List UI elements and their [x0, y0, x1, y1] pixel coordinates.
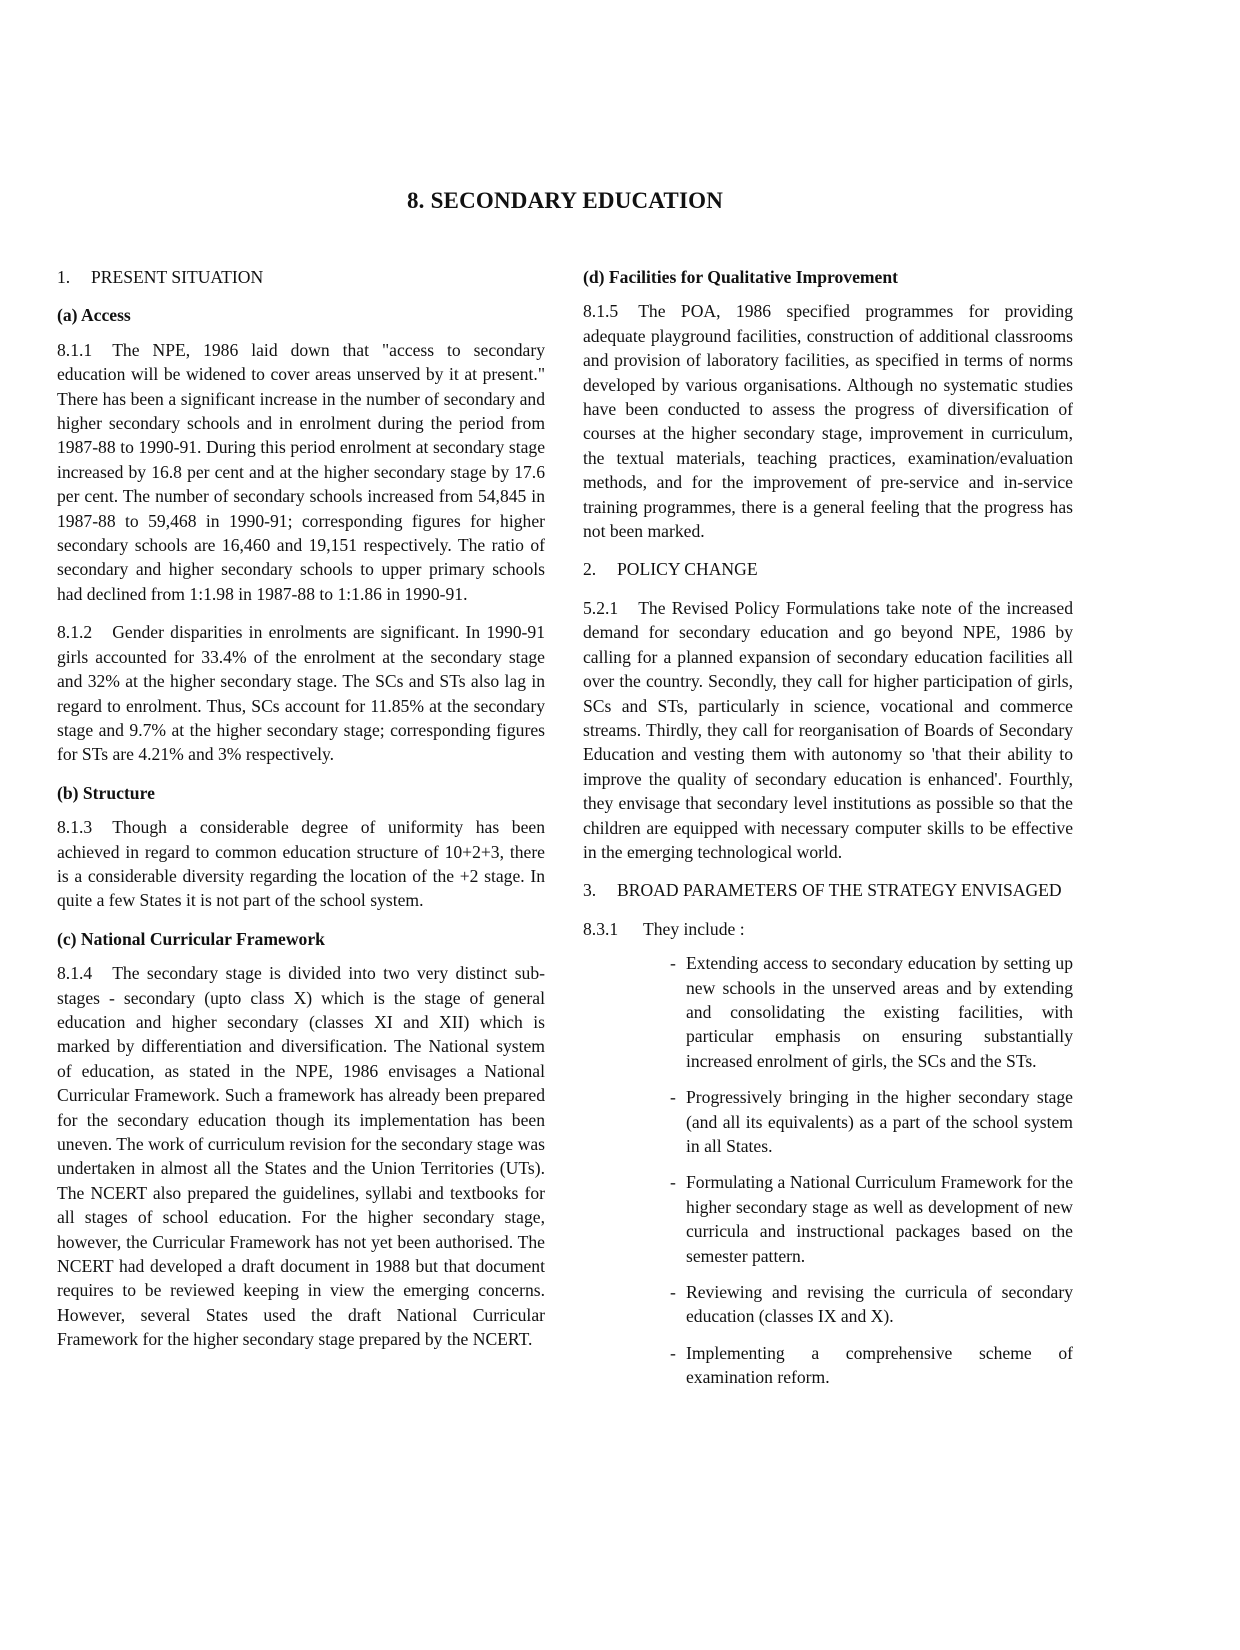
- subheading-access: (a) Access: [57, 305, 131, 326]
- list-item: - Formulating a National Curriculum Framework for the higher secondary stage as well as development of new curricula and instructional packages based on the semester pattern.: [670, 1170, 1073, 1268]
- paragraph-text: Gender disparities in enrolments are significant. In 1990-91 girls accounted for 33.4% of the enrolment at the secondary stage and 32% at the higher secondary stage. The SCs and STs also lag in regard to enrolment. Thus, SCs account for 11.85% at the secondary stage and 9.7% at the higher secondary stage; corresponding figures for STs are 4.21% and 3% respectively.: [57, 622, 545, 765]
- paragraph-8-1-2: [57, 620, 545, 766]
- paragraph-number: 8.1.5: [583, 301, 619, 322]
- strategy-list: [583, 951, 1073, 1390]
- paragraph-text: Though a considerable degree of uniformity has been achieved in regard to common education structure of 10+2+3, there is a considerable diversity regarding the location of the +2 stage. In quite a few States it is not part of the school system.: [57, 817, 545, 911]
- paragraph-text: The Revised Policy Formulations take note of the increased demand for secondary education and go beyond NPE, 1986 by calling for a planned expansion of secondary education facilities all over the country. Secondly, they call for higher participation of girls, SCs and STs, particularly in science, vocational and commerce streams. Thirdly, they call for reorganisation of Boards of Secondary Education and vesting them with autonomy so 'that their ability to improve the quality of secondary education is enhanced'. Fourthly, they envisage that secondary level institutions as possible so that the children are equipped with necessary computer skills to be effective in the emerging technological world.: [583, 597, 1073, 862]
- list-item: - Reviewing and revising the curricula of secondary education (classes IX and X).: [670, 1280, 1073, 1329]
- subheading-structure: (b) Structure: [57, 782, 155, 803]
- paragraph-number: 8.1.4: [57, 963, 93, 984]
- list-item-text: Implementing a comprehensive scheme of examination reform.: [686, 1342, 1073, 1388]
- section-heading-policy-change: [583, 557, 1073, 581]
- section-title: PRESENT SITUATION: [91, 267, 264, 287]
- list-item: - Progressively bringing in the higher secondary stage (and all its equivalents) as a part of the school system in all States.: [670, 1085, 1073, 1158]
- section-title: BROAD PARAMETERS OF THE STRATEGY ENVISAGED: [617, 880, 1062, 901]
- list-item-text: Reviewing and revising the curricula of secondary education (classes IX and X).: [686, 1282, 1073, 1327]
- list-item: - Extending access to secondary education by setting up new schools in the unserved areas and by extending and consolidating the existing facilities, with particular emphasis on ensuring substantially increased enrolment of girls, the SCs and the STs.: [670, 951, 1073, 1073]
- subheading-national-curricular-framework: (c) National Curricular Framework: [57, 928, 325, 949]
- paragraph-8-3-1: [583, 917, 1073, 941]
- paragraph-number: 8.3.1: [583, 918, 619, 939]
- paragraph-text: The secondary stage is divided into two very distinct sub-stages - secondary (upto class X) which is the stage of general education and higher secondary (classes XI and XII) which is marked by differentiation and diversification. The National system of education, as stated in the NPE, 1986 envisages a National Curricular Framework. Such a framework has already been prepared for the secondary education though its implementation has been uneven. The work of curriculum revision for the secondary stage was undertaken in almost all the States and the Union Territories (UTs). The NCERT also prepared the guidelines, syllabi and textbooks for all stages of school education. For the higher secondary stage, however, the Curricular Framework has not yet been authorised. The NCERT had developed a draft document in 1988 but that document requires to be reviewed keeping in view the emerging concerns. However, several States used the draft National Curricular Framework for the higher secondary stage prepared by the NCERT.: [57, 963, 545, 1350]
- paragraph-8-1-5: [583, 299, 1073, 543]
- paragraph-8-1-1: [57, 338, 545, 606]
- paragraph-text: They include :: [643, 918, 745, 939]
- section-number: 3.: [583, 880, 597, 901]
- paragraph-text: The NPE, 1986 laid down that "access to secondary education will be widened to cover areas unserved by it at present." There has been a significant increase in the number of secondary and higher secondary schools and in enrolment during the period from 1987-88 to 1990-91. During this period enrolment at secondary stage increased by 16.8 per cent and at the higher secondary stage by 17.6 per cent. The number of secondary schools increased from 54,845 in 1987-88 to 59,468 in 1990-91; corresponding figures for higher secondary schools are 16,460 and 19,151 respectively. The ratio of secondary and higher secondary schools to upper primary schools had declined from 1:1.98 in 1987-88 to 1:1.86 in 1990-91.: [57, 339, 545, 604]
- right-column: [583, 265, 1073, 1402]
- subheading-facilities: (d) Facilities for Qualitative Improvement: [583, 267, 899, 287]
- list-item-text: Extending access to secondary education by setting up new schools in the unserved areas and by extending and consolidating the existing facilities, with particular emphasis on ensuring substantially increased enrolment of girls, the SCs and the STs.: [686, 953, 1073, 1071]
- section-heading-present-situation: [57, 265, 545, 289]
- list-item: - Implementing a comprehensive scheme of examination reform.: [670, 1341, 1073, 1390]
- section-heading-broad-parameters: [583, 878, 1073, 902]
- left-column: [57, 265, 545, 1366]
- paragraph-5-2-1: [583, 596, 1073, 864]
- paragraph-text: The POA, 1986 specified programmes for providing adequate playground facilities, construction of additional classrooms and provision of laboratory facilities, as specified in terms of norms developed by various organisations. Although no systematic studies have been conducted to assess the progress of diversification of courses at the higher secondary stage, improvement in curriculum, the textual materials, teaching practices, examination/evaluation methods, and for the improvement of pre-service and in-service training programmes, there is a general feeling that the progress has not been marked.: [583, 301, 1073, 542]
- paragraph-number: 8.1.2: [57, 622, 93, 643]
- paragraph-8-1-4: [57, 961, 545, 1352]
- paragraph-number: 8.1.1: [57, 339, 93, 360]
- paragraph-number: 5.2.1: [583, 597, 619, 618]
- paragraph-number: 8.1.3: [57, 817, 93, 838]
- page-title: 8. SECONDARY EDUCATION: [406, 188, 724, 213]
- section-title: POLICY CHANGE: [617, 559, 758, 580]
- list-item-text: Progressively bringing in the higher secondary stage (and all its equivalents) as a part of the school system in all States.: [686, 1087, 1073, 1156]
- paragraph-8-1-3: [57, 815, 545, 913]
- section-number: 2.: [583, 559, 597, 580]
- list-item-text: Formulating a National Curriculum Framework for the higher secondary stage as well as development of new curricula and instructional packages based on the semester pattern.: [686, 1172, 1073, 1266]
- section-number: 1.: [57, 267, 71, 287]
